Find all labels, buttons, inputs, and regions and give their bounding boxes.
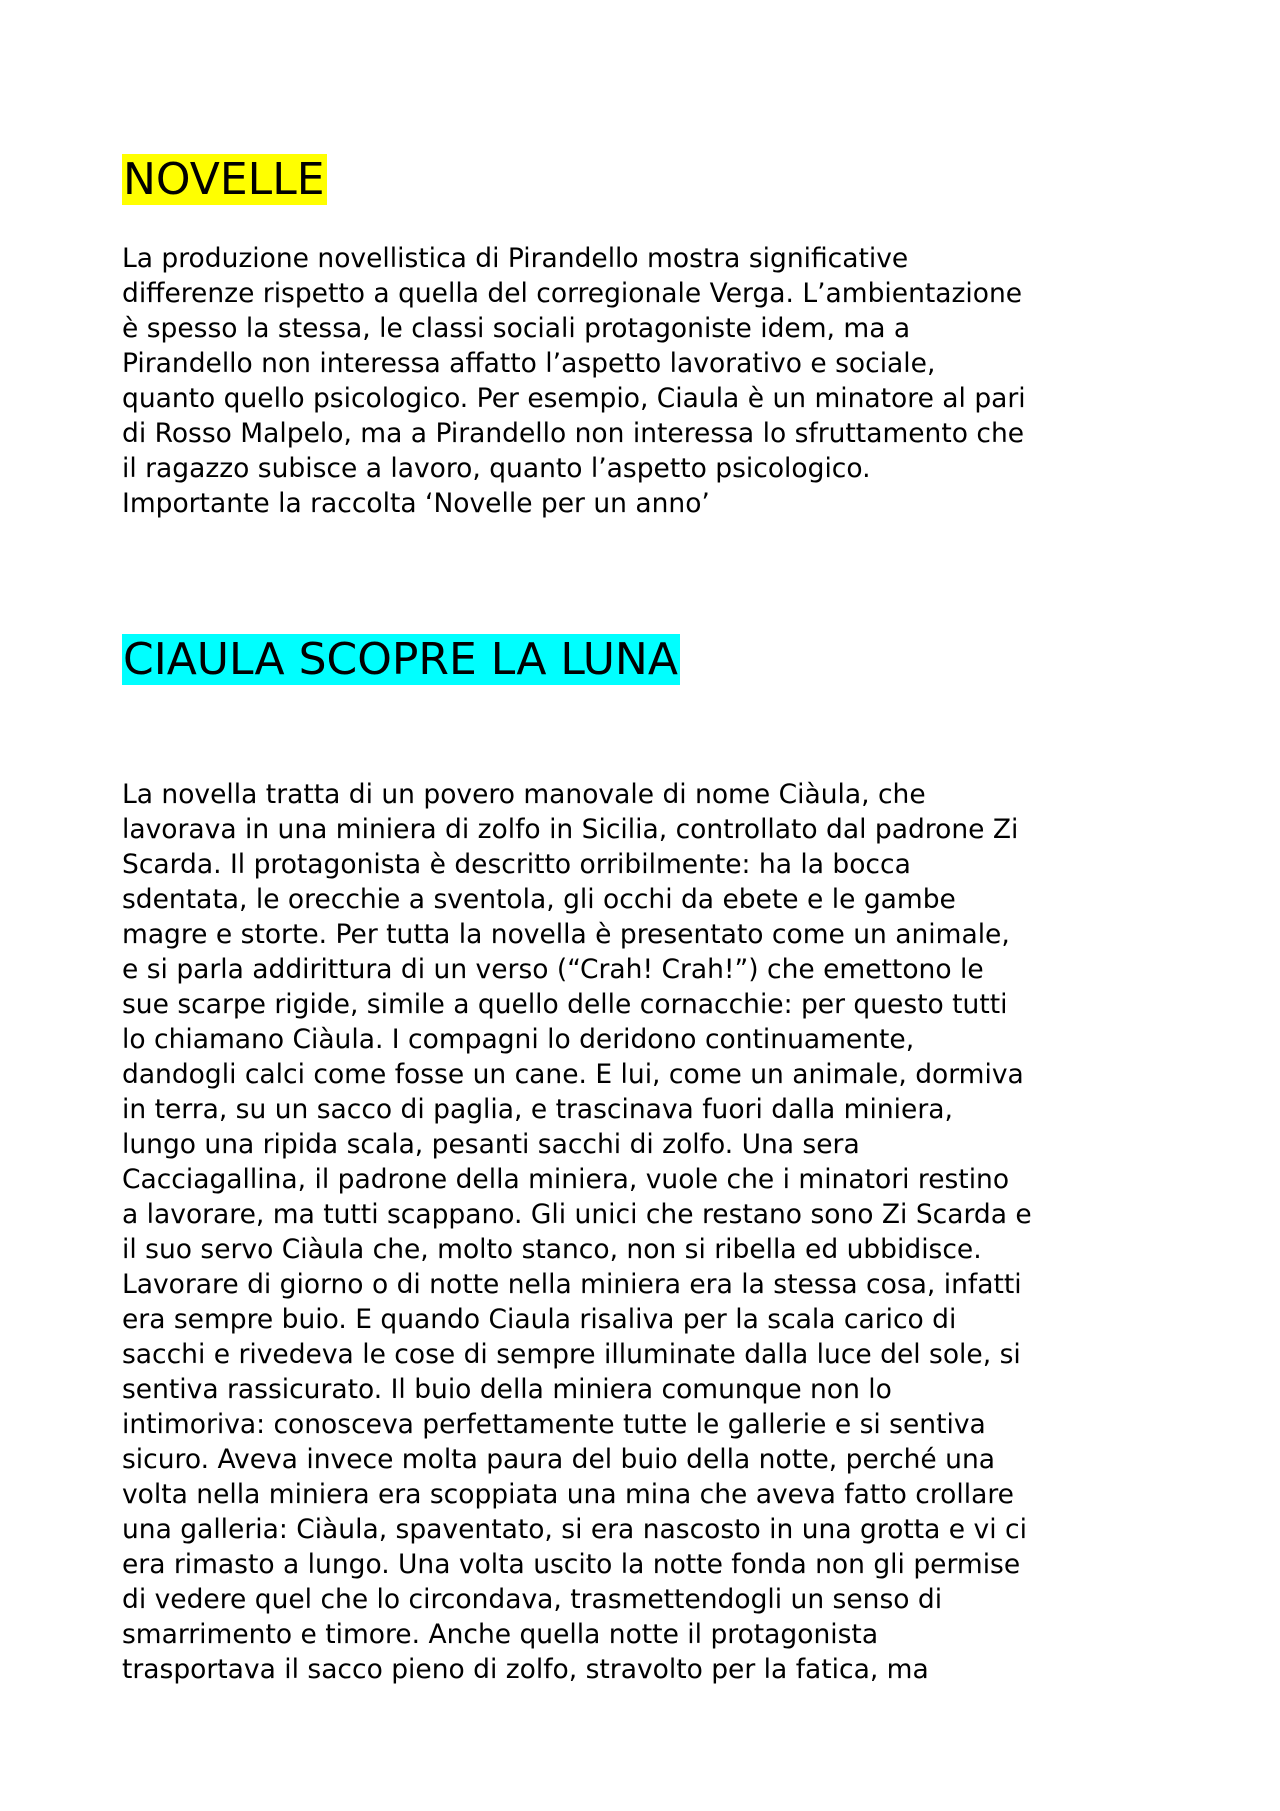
text-line: sdentata, le orecchie a sventola, gli occhi da ebete e le gambe: [122, 884, 956, 915]
text-line: Scarda. Il protagonista è descritto orribilmente: ha la bocca: [122, 849, 911, 880]
text-line: a lavorare, ma tutti scappano. Gli unici che restano sono Zi Scarda e: [122, 1199, 1032, 1230]
section-title-ciaula: [122, 632, 680, 688]
text-line: dandogli calci come fosse un cane. E lui, come un animale, dormiva: [122, 1059, 1024, 1090]
text-line: quanto quello psicologico. Per esempio, Ciaula è un minatore al pari: [122, 383, 1026, 414]
text-line: sicuro. Aveva invece molta paura del buio della notte, perché una: [122, 1444, 995, 1475]
text-line: era sempre buio. E quando Ciaula risaliva per la scala carico di: [122, 1304, 957, 1335]
text-line: Importante la raccolta ‘Novelle per un anno’: [122, 488, 710, 519]
highlighted-title-text: CIAULA SCOPRE LA LUNA: [123, 634, 678, 685]
text-line: intimoriva: conosceva perfettamente tutte le gallerie e si sentiva: [122, 1409, 986, 1440]
text-line: in terra, su un sacco di paglia, e trascinava fuori dalla miniera,: [122, 1094, 953, 1125]
text-line: di Rosso Malpelo, ma a Pirandello non interessa lo sfruttamento che: [122, 418, 1025, 449]
text-line: lavorava in una miniera di zolfo in Sicilia, controllato dal padrone Zi: [122, 814, 1019, 845]
text-line: smarrimento e timore. Anche quella notte il protagonista: [122, 1619, 879, 1650]
text-line: volta nella miniera era scoppiata una mina che aveva fatto crollare: [122, 1479, 1014, 1510]
section-title-novelle: [122, 152, 327, 208]
text-line: lo chiamano Ciàula. I compagni lo deridono continuamente,: [122, 1024, 915, 1055]
text-line: il ragazzo subisce a lavoro, quanto l’aspetto psicologico.: [122, 453, 871, 484]
text-line: una galleria: Ciàula, spaventato, si era nascosto in una grotta e vi ci: [122, 1514, 1027, 1545]
text-line: Cacciagallina, il padrone della miniera, vuole che i minatori restino: [122, 1164, 1010, 1195]
text-line: differenze rispetto a quella del corregionale Verga. L’ambientazione: [122, 278, 1023, 309]
paragraph-ciaula: [122, 777, 1032, 1687]
text-line: La produzione novellistica di Pirandello mostra significative: [122, 243, 909, 274]
text-line: sacchi e rivedeva le cose di sempre illuminate dalla luce del sole, si: [122, 1339, 1021, 1370]
text-line: è spesso la stessa, le classi sociali protagoniste idem, ma a: [122, 313, 911, 344]
text-line: La novella tratta di un povero manovale di nome Ciàula, che: [122, 779, 926, 810]
text-line: Pirandello non interessa affatto l’aspetto lavorativo e sociale,: [122, 348, 936, 379]
text-line: era rimasto a lungo. Una volta uscito la notte fonda non gli permise: [122, 1549, 1021, 1580]
text-line: magre e storte. Per tutta la novella è presentato come un animale,: [122, 919, 1010, 950]
text-line: e si parla addirittura di un verso (“Crah! Crah!”) che emettono le: [122, 954, 984, 985]
highlighted-title-text: NOVELLE: [123, 154, 325, 205]
text-line: Lavorare di giorno o di notte nella miniera era la stessa cosa, infatti: [122, 1269, 1022, 1300]
paragraph-novelle: [122, 241, 1026, 521]
text-line: il suo servo Ciàula che, molto stanco, non si ribella ed ubbidisce.: [122, 1234, 982, 1265]
text-line: di vedere quel che lo circondava, trasmettendogli un senso di: [122, 1584, 943, 1615]
text-line: lungo una ripida scala, pesanti sacchi di zolfo. Una sera: [122, 1129, 860, 1160]
text-line: sue scarpe rigide, simile a quello delle cornacchie: per questo tutti: [122, 989, 1008, 1020]
text-line: trasportava il sacco pieno di zolfo, stravolto per la fatica, ma: [122, 1654, 929, 1685]
text-line: sentiva rassicurato. Il buio della miniera comunque non lo: [122, 1374, 892, 1405]
